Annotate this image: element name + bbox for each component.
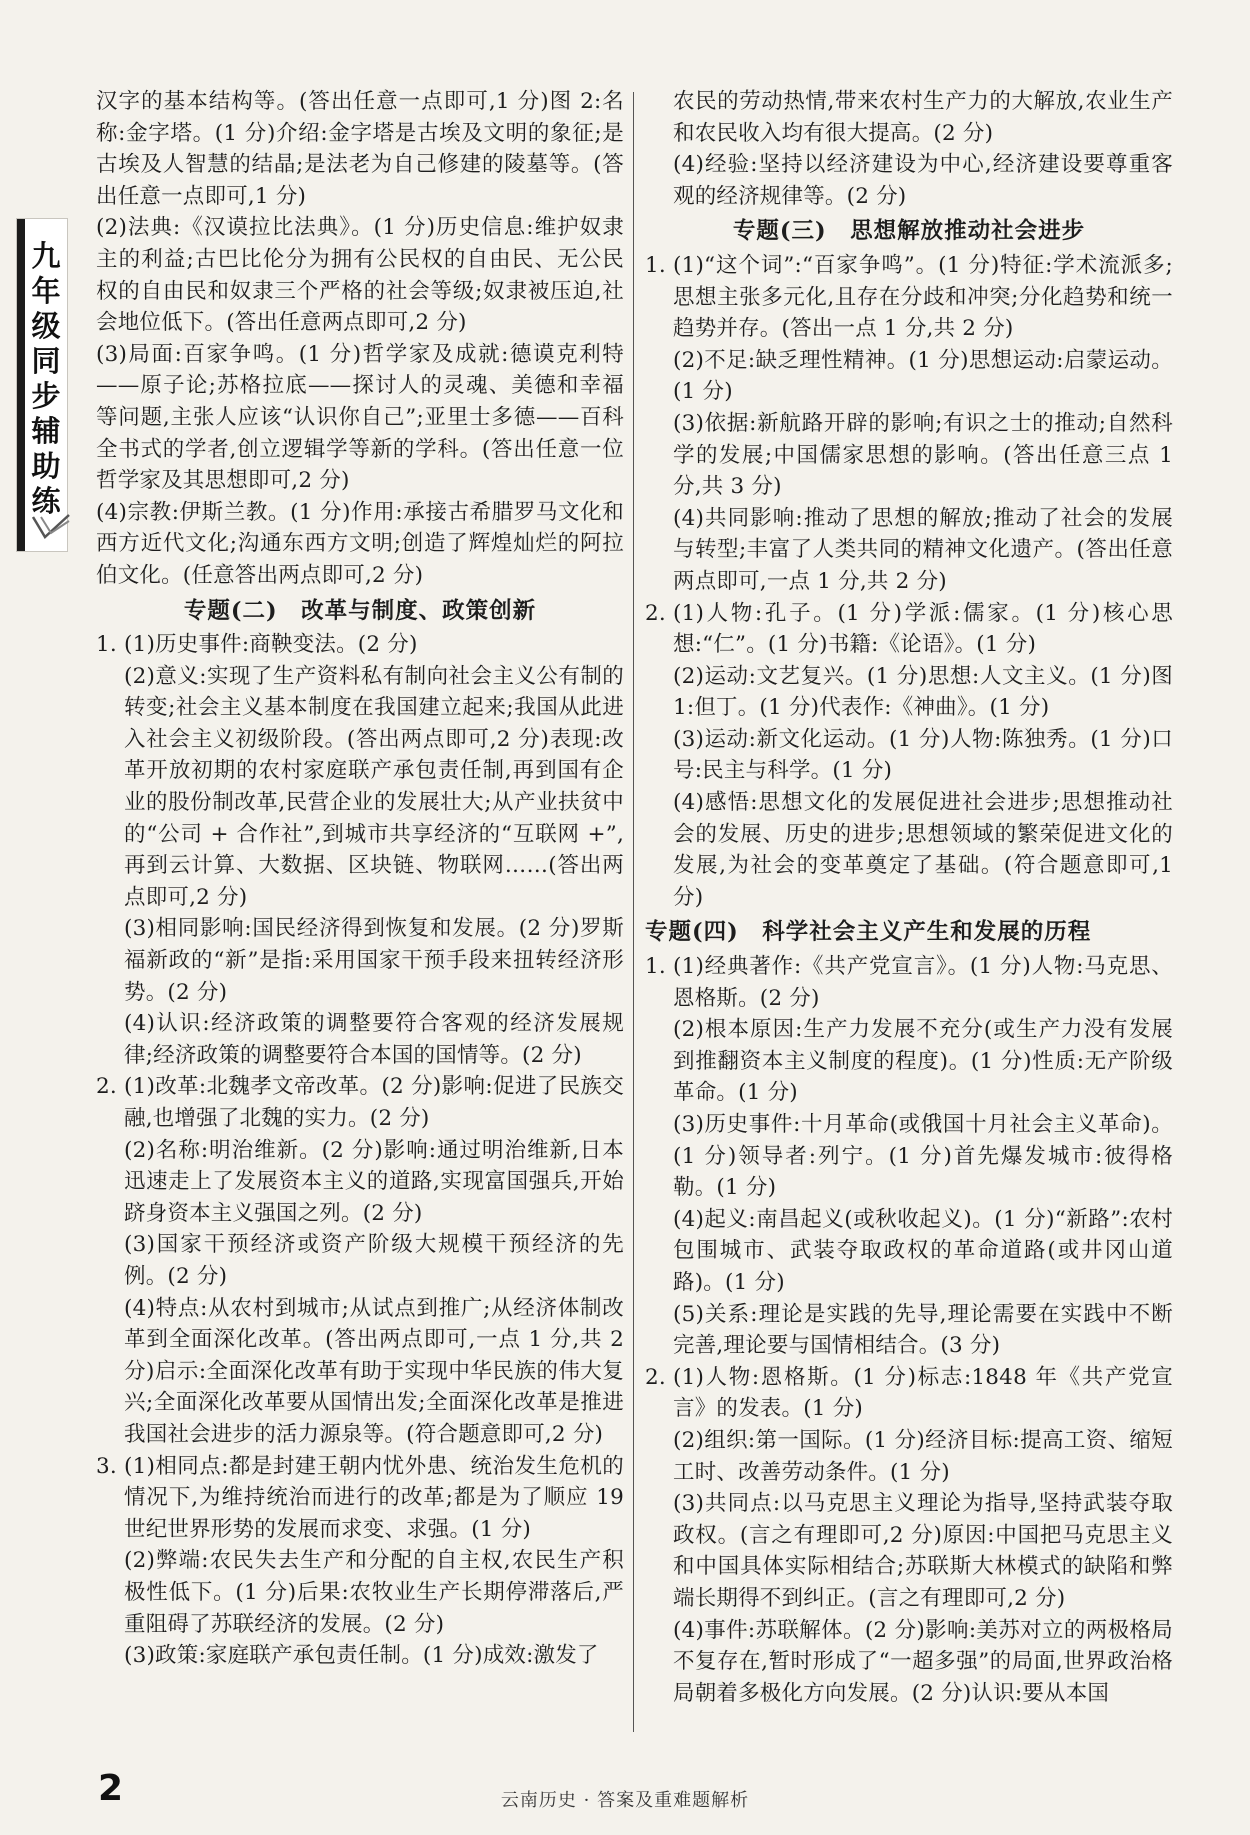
- answer-text: (2)名称:明治维新。(2 分)影响:通过明治维新,日本迅速走上了发展资本主义的道路,实现富国强兵,开始跻身资本主义强国之列。(2 分): [124, 1137, 624, 1226]
- column-divider: [633, 92, 634, 1732]
- question-block: [645, 598, 1173, 914]
- answer-text: (1)“这个词”:“百家争鸣”。(1 分)特征:学术流派多;思想主张多元化,且存在分歧和冲突;分化趋势和统一趋势并存。(答出一点 1 分,共 2 分): [673, 252, 1173, 342]
- answer-text: (3)相同影响:国民经济得到恢复和发展。(2 分)罗斯福新政的“新”是指:采用国家干预手段来扭转经济形势。(2 分): [124, 916, 624, 1005]
- question-block: [645, 951, 1173, 1362]
- answer-text: (2)不足:缺乏理性精神。(1 分)思想运动:启蒙运动。(1 分): [673, 347, 1173, 405]
- question-number: 1.: [96, 632, 117, 658]
- question-number: 1.: [645, 954, 666, 980]
- answer-text: (1)相同点:都是封建王朝内忧外患、统治发生危机的情况下,为维持统治而进行的改革;都是为了顺应 19 世纪世界形势的发展而求变、求强。(1 分): [124, 1453, 624, 1542]
- answer-text: 汉字的基本结构等。(答出任意一点即可,1 分)图 2:名称:金字塔。(1 分)介绍:金字塔是古埃及文明的象征;是古埃及人智慧的结晶;是法老为自己修建的陵墓等。(答出任意一点即可,1 分): [96, 89, 624, 209]
- question-number: 2.: [645, 1364, 666, 1390]
- answer-text: (1)历史事件:商鞅变法。(2 分): [124, 632, 418, 658]
- side-tab: [16, 218, 68, 552]
- answer-text: (3)依据:新航路开辟的影响;有识之士的推动;自然科学的发展;中国儒家思想的影响。(答出任意三点 1 分,共 3 分): [673, 410, 1173, 500]
- question-block: [96, 629, 624, 1071]
- question-block: [96, 1071, 624, 1450]
- answer-text: (1)人物:恩格斯。(1 分)标志:1848 年《共产党宣言》的发表。(1 分): [673, 1364, 1173, 1422]
- right-column: [645, 86, 1173, 1709]
- answer-text: (2)法典:《汉谟拉比法典》。(1 分)历史信息:维护奴隶主的利益;古巴比伦分为拥有公民权的自由民、无公民权的自由民和奴隶三个严格的社会等级;奴隶被压迫,社会地位低下。(答出任意两点即可,2 分): [96, 215, 624, 336]
- section-title: 专题(三) 思想解放推动社会进步: [732, 218, 1086, 245]
- question-block: [645, 250, 1173, 598]
- answer-text: (1)经典著作:《共产党宣言》。(1 分)人物:马克思、恩格斯。(2 分): [673, 954, 1173, 1011]
- question-block: [96, 1451, 624, 1672]
- answer-text: (3)共同点:以马克思主义理论为指导,坚持武装夺取政权。(言之有理即可,2 分)原因:中国把马克思主义和中国具体实际相结合;苏联斯大林模式的缺陷和弊端长期得不到纠正。(言之有理即可,2 分): [673, 1491, 1173, 1611]
- side-tab-bar: [17, 219, 25, 551]
- answer-text: (4)经验:坚持以经济建设为中心,经济建设要尊重客观的经济规律等。(2 分): [673, 152, 1173, 209]
- side-tab-label: 九年级同步辅助练: [31, 239, 61, 518]
- double-chevron-icon: [31, 513, 71, 541]
- question-number: 1.: [645, 252, 666, 278]
- answer-text: (1)人物:孔子。(1 分)学派:儒家。(1 分)核心思想:“仁”。(1 分)书籍:《论语》。(1 分): [673, 600, 1173, 658]
- answer-text: (4)共同影响:推动了思想的解放;推动了社会的发展与转型;丰富了人类共同的精神文化遗产。(答出任意两点即可,一点 1 分,共 2 分): [673, 505, 1173, 594]
- left-column: [96, 86, 624, 1672]
- question-number: 2.: [96, 1074, 117, 1100]
- question-number: 3.: [96, 1453, 117, 1479]
- answer-text: (3)历史事件:十月革命(或俄国十月社会主义革命)。(1 分)领导者:列宁。(1 分)首先爆发城市:彼得格勒。(1 分): [673, 1112, 1173, 1201]
- question-block: [645, 1362, 1173, 1710]
- answer-text: (4)起义:南昌起义(或秋收起义)。(1 分)“新路”:农村包围城市、武装夺取政权的革命道路(或井冈山道路)。(1 分): [673, 1206, 1173, 1295]
- section-title: 专题(四) 科学社会主义产生和发展的历程: [645, 919, 1092, 946]
- answer-text: (3)局面:百家争鸣。(1 分)哲学家及成就:德谟克利特——原子论;苏格拉底——探讨人的灵魂、美德和幸福等问题,主张人应该“认识你自己”;亚里士多德——百科全书式的学者,创立逻辑学等新的学科。(答出任意一位哲学家及其思想即可,2 分): [96, 341, 624, 494]
- answer-text: (2)根本原因:生产力发展不充分(或生产力没有发展到推翻资本主义制度的程度)。(1 分)性质:无产阶级革命。(1 分): [673, 1017, 1173, 1106]
- answer-text: (2)组织:第一国际。(1 分)经济目标:提高工资、缩短工时、改善劳动条件。(1 分): [673, 1427, 1173, 1485]
- answer-text: (2)意义:实现了生产资料私有制向社会主义公有制的转变;社会主义基本制度在我国建立起来;我国从此进入社会主义初级阶段。(答出两点即可,2 分)表现:改革开放初期的农村家庭联产承包责任制,再到国有企业的股份制改革,民营企业的发展壮大;从产业扶贫中的“公司 + 合作社”,到城市共享经济的“互联网 +”,再到云计算、大数据、区块链、物联网……(答出两点即可,2 分): [124, 663, 624, 910]
- answer-text: (2)弊端:农民失去生产和分配的自主权,农民生产积极性低下。(1 分)后果:农牧业生产长期停滞落后,严重阻碍了苏联经济的发展。(2 分): [124, 1548, 624, 1637]
- answer-text: (3)国家干预经济或资产阶级大规模干预经济的先例。(2 分): [124, 1232, 624, 1289]
- answer-text: (4)特点:从农村到城市;从试点到推广;从经济体制改革到全面深化改革。(答出两点即可,一点 1 分,共 2 分)启示:全面深化改革有助于实现中华民族的伟大复兴;全面深化改革要从国情出发;全面深化改革是推进我国社会进步的活力源泉等。(符合题意即可,2 分): [124, 1295, 624, 1447]
- page-footer: 云南历史 · 答案及重难题解析: [500, 1790, 750, 1811]
- answer-text: (3)政策:家庭联产承包责任制。(1 分)成效:激发了: [124, 1643, 599, 1669]
- answer-text: (5)关系:理论是实践的先导,理论需要在实践中不断完善,理论要与国情相结合。(3 分): [673, 1301, 1173, 1359]
- answer-text: (4)感悟:思想文化的发展促进社会进步;思想推动社会的发展、历史的进步;思想领域的繁荣促进文化的发展,为社会的变革奠定了基础。(符合题意即可,1 分): [673, 790, 1173, 910]
- section-title: 专题(二) 改革与制度、政策创新: [183, 597, 537, 624]
- question-number: 2.: [645, 600, 666, 626]
- answer-text: (1)改革:北魏孝文帝改革。(2 分)影响:促进了民族交融,也增强了北魏的实力。(2 分): [124, 1074, 624, 1131]
- answer-text: (4)事件:苏联解体。(2 分)影响:美苏对立的两极格局不复存在,暂时形成了“一超多强”的局面,世界政治格局朝着多极化方向发展。(2 分)认识:要从本国: [673, 1617, 1173, 1706]
- answer-text: (2)运动:文艺复兴。(1 分)思想:人文主义。(1 分)图 1:但丁。(1 分)代表作:《神曲》。(1 分): [673, 663, 1173, 721]
- page-number: 2: [98, 1768, 124, 1809]
- answer-text: (4)认识:经济政策的调整要符合客观的经济发展规律;经济政策的调整要符合本国的国情等。(2 分): [124, 1011, 624, 1068]
- answer-text: 农民的劳动热情,带来农村生产力的大解放,农业生产和农民收入均有很大提高。(2 分): [673, 89, 1173, 146]
- answer-text: (4)宗教:伊斯兰教。(1 分)作用:承接古希腊罗马文化和西方近代文化;沟通东西方文明;创造了辉煌灿烂的阿拉伯文化。(任意答出两点即可,2 分): [96, 499, 624, 588]
- answer-text: (3)运动:新文化运动。(1 分)人物:陈独秀。(1 分)口号:民主与科学。(1 分): [673, 726, 1173, 784]
